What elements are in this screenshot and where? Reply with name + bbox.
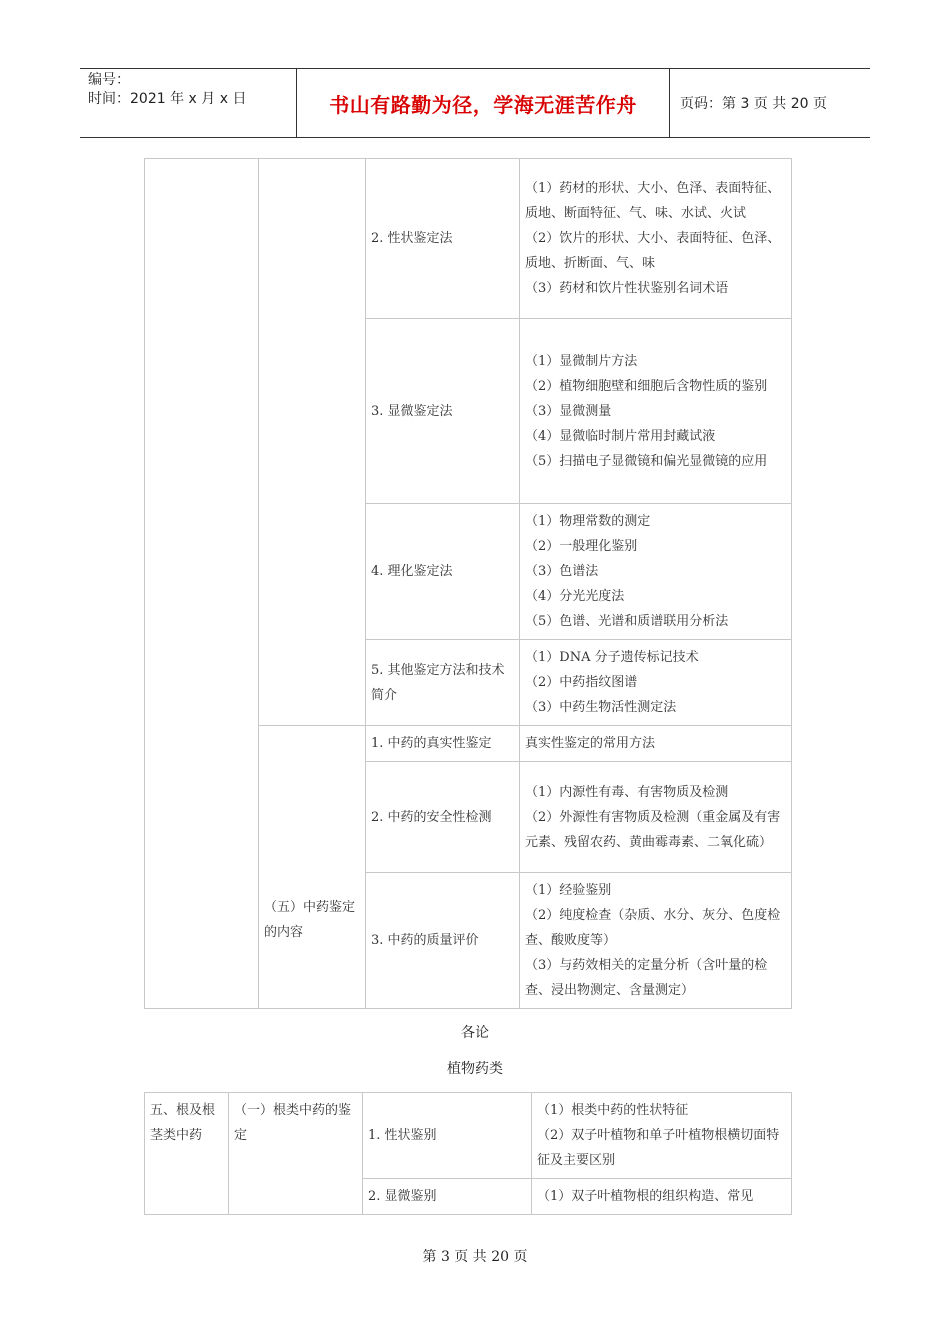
content-item: （2）双子叶植物和单子叶植物根横切面特征及主要区别 — [537, 1128, 780, 1168]
method-cell: 5. 其他鉴定方法和技术简介 — [366, 640, 520, 726]
method-cell: 3. 显微鉴定法 — [366, 319, 520, 504]
content-cell — [520, 640, 792, 726]
content-item: （1）物理常数的测定 — [525, 514, 651, 529]
header-motto: 书山有路勤为径，学海无涯苦作舟 — [297, 69, 670, 137]
content-item: （1）根类中药的性状特征 — [537, 1103, 689, 1118]
content-cell — [520, 159, 792, 319]
content-item: （2）一般理化鉴别 — [525, 539, 638, 554]
section-cell: （五）中药鉴定的内容 — [259, 726, 366, 1009]
heading-general: 各论 — [461, 1025, 489, 1041]
content-item: （2）纯度检查（杂质、水分、灰分、色度检查、酸败度等） — [525, 908, 781, 948]
content-item: （3）色谱法 — [525, 564, 599, 579]
content-item: （1）内源性有毒、有害物质及检测 — [525, 784, 729, 800]
heading-category: 植物药类 — [447, 1061, 503, 1077]
content-cell — [532, 1093, 792, 1179]
content-item: （1）DNA 分子遗传标记技术 — [525, 650, 699, 665]
method-cell: 2. 显微鉴别 — [363, 1179, 532, 1215]
content-item: （3）显微测量 — [525, 403, 612, 419]
content-item: （1）显微制片方法 — [525, 353, 638, 369]
content-item: （2）植物细胞壁和细胞后含物性质的鉴别 — [525, 378, 768, 394]
content-item: （1）药材的形状、大小、色泽、表面特征、质地、断面特征、气、味、水试、火试 — [525, 181, 781, 221]
content-item: （4）显微临时制片常用封藏试液 — [525, 428, 716, 444]
method-cell: 2. 性状鉴定法 — [366, 159, 520, 319]
content-item: （2）外源性有害物质及检测（重金属及有害元素、残留农药、黄曲霉毒素、二氧化硫） — [525, 809, 781, 850]
section-cell-empty — [259, 159, 366, 726]
header-meta — [80, 69, 297, 137]
content-cell — [520, 504, 792, 640]
content-item: （3）与药效相关的定量分析（含叶量的检查、浸出物测定、含量测定） — [525, 958, 768, 998]
section-cell: （一）根类中药的鉴定 — [229, 1093, 363, 1215]
content-item: （2）饮片的形状、大小、表面特征、色泽、质地、折断面、气、味 — [525, 231, 781, 271]
doc-date: 时间：2021 年 x 月 x 日 — [88, 91, 247, 107]
content-item: （2）中药指纹图谱 — [525, 675, 638, 690]
content-cell — [520, 319, 792, 504]
header-page-info: 页码：第 3 页 共 20 页 — [680, 96, 827, 112]
content-cell — [520, 762, 792, 873]
syllabus-table-continued — [144, 158, 792, 1009]
page-footer: 第 3 页 共 20 页 — [422, 1249, 528, 1265]
content-item: （1）经验鉴别 — [525, 883, 612, 898]
table-row — [145, 1093, 792, 1179]
content-item: （3）中药生物活性测定法 — [525, 700, 677, 715]
content-item: （5）扫描电子显微镜和偏光显微镜的应用 — [525, 453, 768, 469]
chapter-cell: 五、根及根茎类中药 — [145, 1093, 229, 1215]
method-cell: 2. 中药的安全性检测 — [366, 762, 520, 873]
method-cell: 1. 性状鉴别 — [363, 1093, 532, 1179]
chapter-cell-empty — [145, 159, 259, 1009]
doc-number-label: 编号： — [88, 72, 130, 88]
method-cell: 1. 中药的真实性鉴定 — [366, 726, 520, 762]
content-cell: 真实性鉴定的常用方法 — [520, 726, 792, 762]
content-cell — [520, 873, 792, 1009]
method-cell: 4. 理化鉴定法 — [366, 504, 520, 640]
content-item: （3）药材和饮片性状鉴别名词术语 — [525, 281, 729, 296]
content-item: （5）色谱、光谱和质谱联用分析法 — [525, 614, 729, 629]
content-item: （4）分光光度法 — [525, 589, 625, 604]
syllabus-table-roots — [144, 1092, 792, 1215]
method-cell: 3. 中药的质量评价 — [366, 873, 520, 1009]
page-header — [80, 68, 870, 138]
table-row — [145, 159, 792, 319]
content-cell: （1）双子叶植物根的组织构造、常见 — [532, 1179, 792, 1215]
